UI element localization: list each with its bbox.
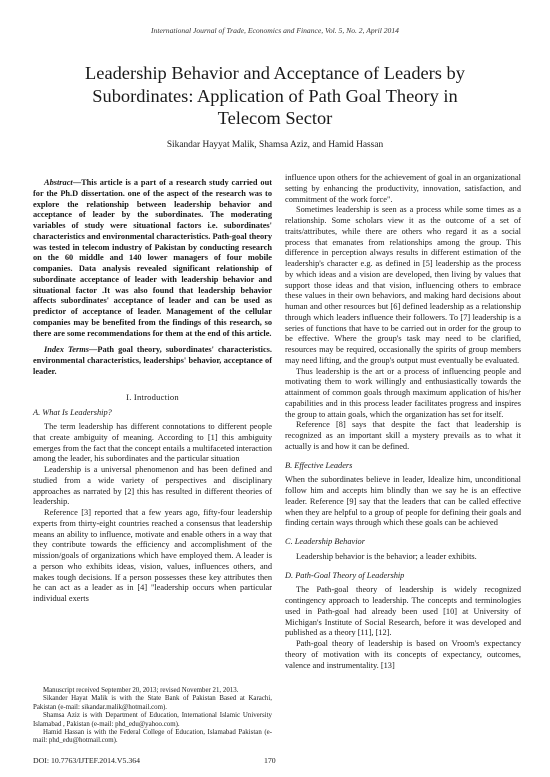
paragraph: The term leadership has different connotations to different people that create ambiguity of meaning. According to [1] this ambiguity emerges from the fact that the concept entails a multifaceted interaction among the leader, his subordinates and the particular situation <box>33 422 272 464</box>
paragraph: influence upon others for the achievement of goal in an organizational setting by enhancing the productivity, innovation, satisfaction, and commitment of the work force". <box>285 173 521 204</box>
footnote-author2: Shamsa Aziz is with Department of Education, International Islamic University Islamabad , Pakistan (e-mail: phd_edu@yahoo.com). <box>33 712 272 728</box>
index-terms-label: Index Terms <box>44 345 89 355</box>
author-list: Sikandar Hayyat Malik, Shamsa Aziz, and Hamid Hassan <box>166 140 384 150</box>
subheading-what-is-leadership: A. What Is Leadership? <box>33 408 112 418</box>
right-column <box>285 173 521 671</box>
section-heading-introduction: I. Introduction <box>126 391 179 402</box>
paragraph: Path-goal theory of leadership is based on Vroom's expectancy theory of motivation with its concepts of expectancy, outcomes, valence and instrumentality. [13] <box>285 639 521 670</box>
doi: DOI: 10.7763/IJTEF.2014.V5.364 <box>33 756 141 765</box>
paragraph: Leadership behavior is the behavior; a leader exhibits. <box>296 551 477 561</box>
paragraph: Reference [8] says that despite the fact that leadership is recognized as an important skill a mystery prevails as to what it actually is and how it can be defined. <box>285 420 521 451</box>
subheading-leadership-behavior: C. Leadership Behavior <box>285 537 365 546</box>
footnotes <box>33 687 272 746</box>
abstract-label: Abstract <box>44 178 73 187</box>
paragraph: Thus leadership is the art or a process of influencing people and motivating them to work willingly and enthusiastically towards the attainment of common goals through maximum application of his/her capabilities and in this process leader facilitates progress and inspires the group to attain goals, which the organization has set for itself. <box>285 366 521 419</box>
abstract <box>33 178 272 339</box>
footnote-author1: Sikander Hayat Malik is with the State Bank of Pakistan Based at Karachi, Pakistan (e-mail: sikandar.malik@hotmail.com). <box>33 695 272 711</box>
paragraph: Sometimes leadership is seen as a process while some times as a relationship. Some scholars view it as the outcome of a set of traits/attributes, while there are others who regard it as a social process that emanates from relationships among the group. This difference in perception always results in different estimation of the leadership's character e.g. as defined in [5] leadership as the process by which ideas and a vision are developed, then living by values that support those ideas and that vision, influencing others to embrace these values in their own behaviors, and making hard decisions about human and other resources but [6] defined leadership as a relationship through which leaders influence their followers. To [7] leadership is a series of functions that have to be carried out in order for the group to be effective. Where the group's task may need to be clarified, resources may be required, occasionally the spirits of group members may need lifting, and the group's output must eventually be evaluated. <box>285 205 521 365</box>
subheading-effective-leaders: B. Effective Leaders <box>285 460 353 470</box>
index-terms-text: —Path goal theory, subordinates' characteristics. environmental characteristics, leaderships' behavior, acceptance of leader. <box>33 345 273 376</box>
subheading-path-goal-theory: D. Path-Goal Theory of Leadership <box>285 570 405 580</box>
footnote-author3: Hamid Hassan is with the Federal College of Education, Islamabad Pakistan (e-mail: phd_edu@hotmail.com). <box>33 729 272 745</box>
paragraph: Leadership is a universal phenomenon and has been defined and studied from a wide variety of perspectives and disciplinary approaches as narrated by [2] this has resulted in different theories of leadership. <box>33 465 272 507</box>
abstract-text: —This article is a part of a research study carried out for the Ph.D dissertation. one of the aspect of the research was to explore the relationship between leadership behavior and acceptance of leader by the subordinates. The moderating variables of study were situational factors i.e. subordinates' characteristics and environmental characteristics. Path-goal theory was tested in telecom industry of Pakistan by conducting research on the 60 middle and 140 lower managers of four mobile companies. Data analysis revealed significant relationship of subordinate acceptance of leader with leadership behavior and situational factor .It was also found that leadership behavior affects subordinates' acceptance of leader and can be used as predictor of acceptance of leader. Management of the cellular companies may be benefited from the findings of this research, so there are some recommendations for them at the end of this article. <box>33 178 272 338</box>
left-column <box>33 178 272 605</box>
paragraph: Reference [3] reported that a few years ago, fifty-four leadership experts from thirty-eight countries reached a consensus that leadership means an ability to influence, motivate and enable others in a way that they contribute towards the efficiency and accomplishment of the mission/goals of organizations which have employed them. A leader is a person who exhibits ideas, vision, values, influences others, and makes tough decisions. If a person possesses these key attributes then he can act as a leader as in [4] "leadership occurs when particular individual exerts <box>33 508 272 603</box>
paragraph: The Path-goal theory of leadership is widely recognized contingency approach to leadership. The concepts and terminologies used in Path-goal had already been used [10] at University of Michigan's Institute of Social Research, before it was developed and published as a theory [11], [12]. <box>285 585 521 638</box>
footnote-received: Manuscript received September 20, 2013; revised November 21, 2013. <box>43 687 239 694</box>
index-terms <box>33 345 272 377</box>
journal-header: International Journal of Trade, Economics and Finance, Vol. 5, No. 2, April 2014 <box>151 26 399 35</box>
page-number: 170 <box>264 756 276 765</box>
paper-title: Leadership Behavior and Acceptance of Leaders by Subordinates: Application of Path Goal Theory in Telecom Sector <box>85 63 465 128</box>
paragraph: When the subordinates believe in leader, Idealize him, unconditional follow him and accepts him blindly than we say he is an effective leader. Reference [9] say that the leaders that can be called effective when they are helpful to a group of people for defining their goals and finding certain ways through which these goals can be achieved <box>285 475 521 528</box>
